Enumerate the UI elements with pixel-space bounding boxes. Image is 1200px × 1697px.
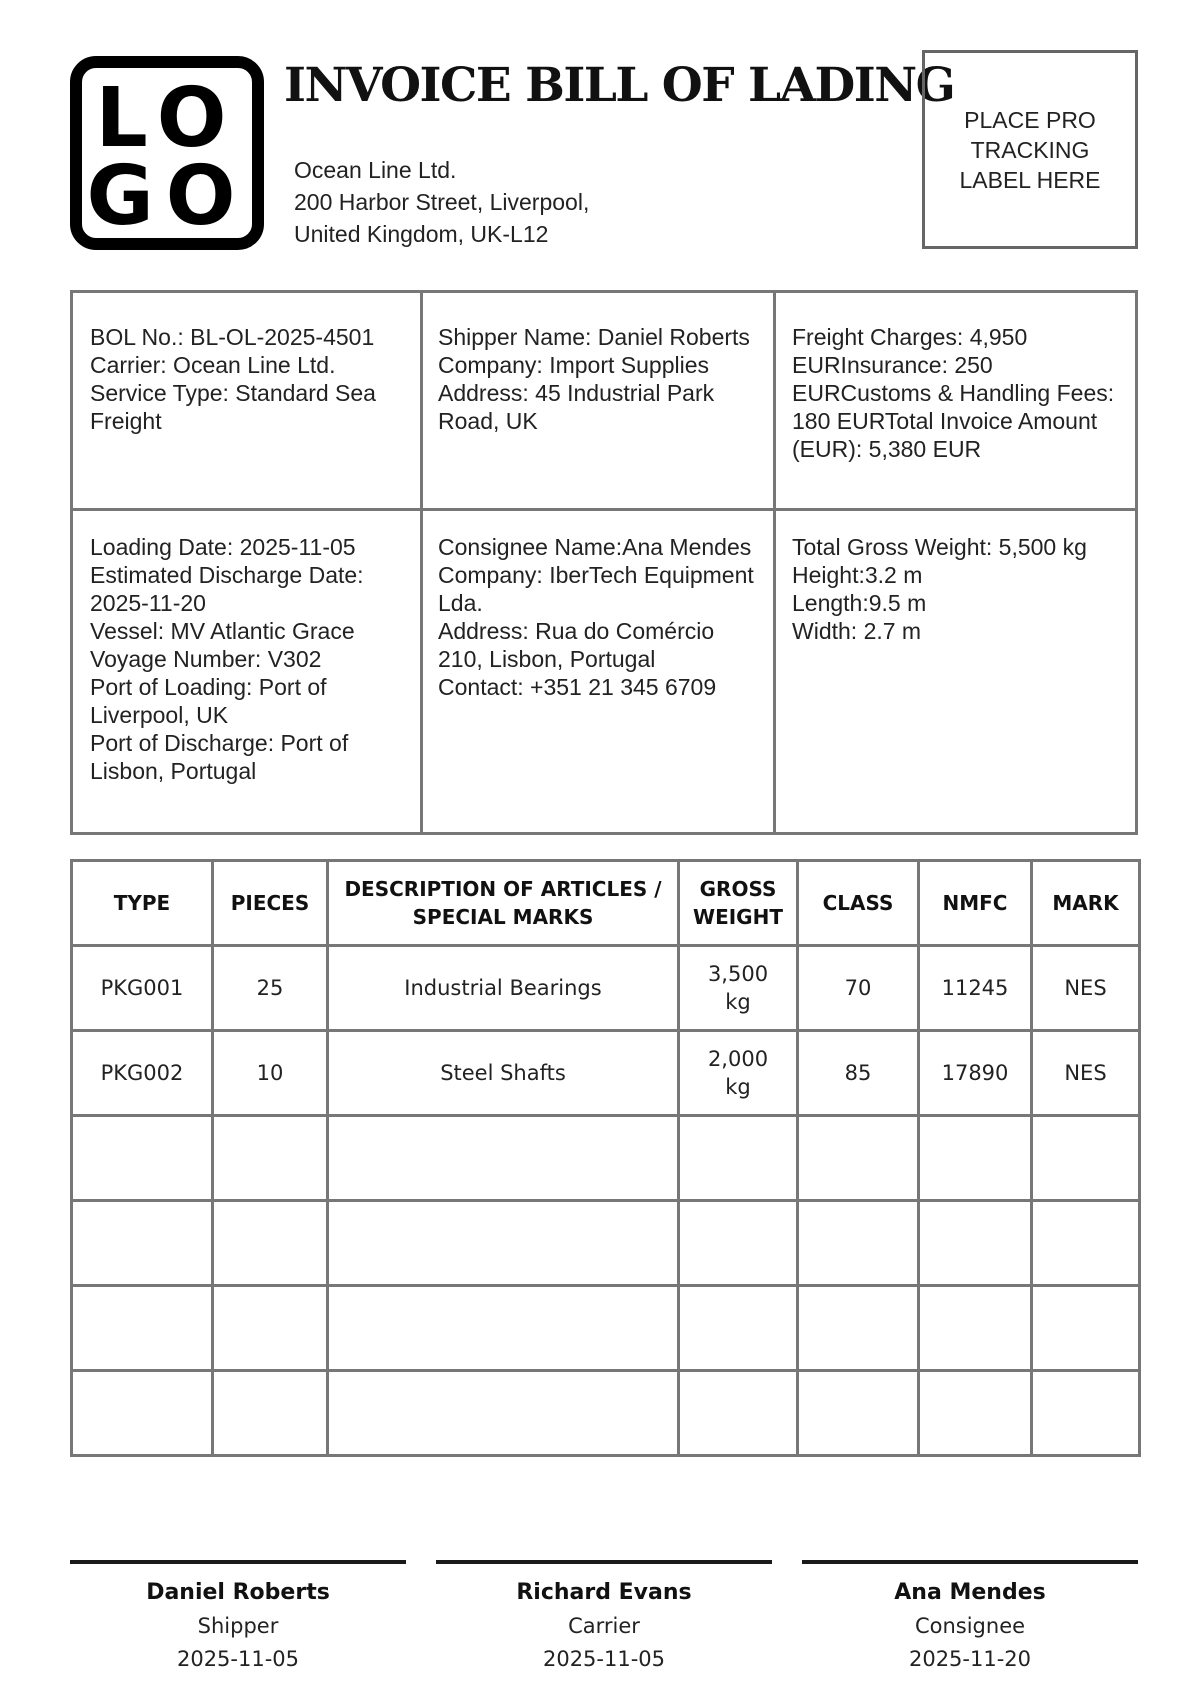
grid-divider [773, 293, 776, 832]
cell-gross-weight [679, 1201, 798, 1286]
cell-type [72, 1201, 213, 1286]
column-header-type: TYPE [72, 861, 213, 946]
company-logo [70, 56, 264, 250]
table-row-empty [72, 1116, 1140, 1201]
cell-type [72, 1286, 213, 1371]
consignee-contact: Contact: +351 21 345 6709 [438, 674, 717, 700]
shipper-info-cell [438, 323, 756, 435]
vessel: Vessel: MV Atlantic Grace [90, 618, 355, 644]
grid-divider [73, 508, 1135, 511]
grid-divider [420, 293, 423, 832]
discharge-date: Estimated Discharge Date: 2025-11-20 [90, 562, 364, 616]
cell-type [72, 1116, 213, 1201]
cell-pieces: 10 [213, 1031, 328, 1116]
port-of-loading: Port of Loading: Port of Liverpool, UK [90, 674, 327, 728]
cell-description [328, 1286, 679, 1371]
cell-class [798, 1371, 919, 1456]
signature-line [70, 1560, 406, 1564]
cell-mark [1032, 1201, 1140, 1286]
company-line-1: Ocean Line Ltd. [294, 157, 457, 183]
signature-name: Richard Evans [516, 1580, 692, 1605]
table-row-empty [72, 1286, 1140, 1371]
cell-class: 85 [798, 1031, 919, 1116]
signature-date: 2025-11-05 [176, 1647, 300, 1671]
height: Height:3.2 m [792, 562, 923, 588]
voyage-info-cell [90, 533, 405, 785]
cell-nmfc [919, 1116, 1032, 1201]
port-of-discharge: Port of Discharge: Port of Lisbon, Portugal [90, 730, 349, 784]
signature-line [436, 1560, 772, 1564]
shipment-info-grid [70, 290, 1138, 835]
cell-mark [1032, 1371, 1140, 1456]
charges-text: Freight Charges: 4,950 EURInsurance: 250 EURCustoms & Handling Fees: 180 EURTotal Invoice Amount (EUR): 5,380 EUR [792, 324, 1115, 462]
company-line-2: 200 Harbor Street, Liverpool, [294, 189, 590, 215]
cell-gross-weight [679, 946, 798, 1031]
pro-label-line-3: LABEL HERE [959, 166, 1101, 193]
cell-gross-weight [679, 1371, 798, 1456]
carrier: Carrier: Ocean Line Ltd. [90, 352, 336, 378]
column-header-description: DESCRIPTION OF ARTICLES / SPECIAL MARKS [328, 861, 679, 946]
signature-role: Carrier [568, 1614, 640, 1638]
signature-role: Shipper [197, 1614, 279, 1638]
shipper-address: Address: 45 Industrial Park Road, UK [438, 380, 715, 434]
cell-nmfc [919, 1371, 1032, 1456]
cell-gross-weight [679, 1116, 798, 1201]
cell-description: Industrial Bearings [328, 946, 679, 1031]
cell-class [798, 1201, 919, 1286]
gross-weight: Total Gross Weight: 5,500 kg [792, 534, 1087, 560]
cell-type: PKG001 [72, 946, 213, 1031]
signature-date: 2025-11-05 [542, 1647, 666, 1671]
width: Width: 2.7 m [792, 618, 922, 644]
signature-consignee [802, 1560, 1138, 1676]
company-address [294, 154, 589, 250]
signature-date: 2025-11-20 [908, 1647, 1032, 1671]
cell-class [798, 1116, 919, 1201]
cell-pieces [213, 1201, 328, 1286]
table-header-row [72, 861, 1140, 946]
cell-class: 70 [798, 946, 919, 1031]
pro-label-line-1: PLACE PRO [964, 106, 1096, 133]
gross-weight-value: 2,000 kg [707, 1047, 769, 1099]
cell-nmfc: 11245 [919, 946, 1032, 1031]
table-row [72, 1031, 1140, 1116]
cell-description [328, 1116, 679, 1201]
cell-type [72, 1371, 213, 1456]
cell-nmfc [919, 1201, 1032, 1286]
logo-text-top: LO [95, 71, 239, 166]
document-title: INVOICE BILL OF LADING [284, 58, 955, 113]
column-header-nmfc: NMFC [919, 861, 1032, 946]
column-header-gross-weight: GROSS WEIGHT [679, 861, 798, 946]
consignee-address: Address: Rua do Comércio 210, Lisbon, Portugal [438, 618, 715, 672]
cell-nmfc: 17890 [919, 1031, 1032, 1116]
service-type: Service Type: Standard Sea Freight [90, 380, 376, 434]
table-row [72, 946, 1140, 1031]
signature-name: Ana Mendes [894, 1580, 1046, 1605]
cell-description: Steel Shafts [328, 1031, 679, 1116]
cell-pieces [213, 1286, 328, 1371]
signature-shipper [70, 1560, 406, 1676]
cell-nmfc [919, 1286, 1032, 1371]
cell-mark: NES [1032, 946, 1140, 1031]
cell-description [328, 1201, 679, 1286]
cell-gross-weight [679, 1031, 798, 1116]
logo-text-bottom: GO [86, 149, 248, 244]
company-line-3: United Kingdom, UK-L12 [294, 221, 549, 247]
cell-type: PKG002 [72, 1031, 213, 1116]
signature-line [802, 1560, 1138, 1564]
consignee-company: Company: IberTech Equipment Lda. [438, 562, 754, 616]
table-row-empty [72, 1371, 1140, 1456]
signature-carrier [436, 1560, 772, 1676]
cell-mark [1032, 1116, 1140, 1201]
dimensions-info-cell [792, 533, 1124, 645]
pro-label-line-2: TRACKING [970, 136, 1090, 163]
voyage-number: Voyage Number: V302 [90, 646, 322, 672]
consignee-name: Consignee Name:Ana Mendes [438, 534, 752, 560]
bol-number: BOL No.: BL-OL-2025-4501 [90, 324, 375, 350]
table-row-empty [72, 1201, 1140, 1286]
signature-name: Daniel Roberts [146, 1580, 330, 1605]
column-header-class: CLASS [798, 861, 919, 946]
cell-description [328, 1371, 679, 1456]
shipper-name: Shipper Name: Daniel Roberts [438, 324, 750, 350]
cell-gross-weight [679, 1286, 798, 1371]
consignee-info-cell [438, 533, 756, 701]
gross-weight-value: 3,500 kg [707, 962, 769, 1014]
cell-mark [1032, 1286, 1140, 1371]
signature-role: Consignee [914, 1614, 1026, 1638]
articles-table [70, 859, 1141, 1457]
charges-info-cell [792, 323, 1124, 463]
bol-info-cell [90, 323, 405, 435]
cell-mark: NES [1032, 1031, 1140, 1116]
loading-date: Loading Date: 2025-11-05 [90, 534, 356, 560]
cell-pieces: 25 [213, 946, 328, 1031]
column-header-mark: MARK [1032, 861, 1140, 946]
length: Length:9.5 m [792, 590, 927, 616]
shipper-company: Company: Import Supplies [438, 352, 710, 378]
cell-pieces [213, 1371, 328, 1456]
column-header-pieces: PIECES [213, 861, 328, 946]
cell-class [798, 1286, 919, 1371]
pro-tracking-label-box [922, 50, 1138, 249]
cell-pieces [213, 1116, 328, 1201]
